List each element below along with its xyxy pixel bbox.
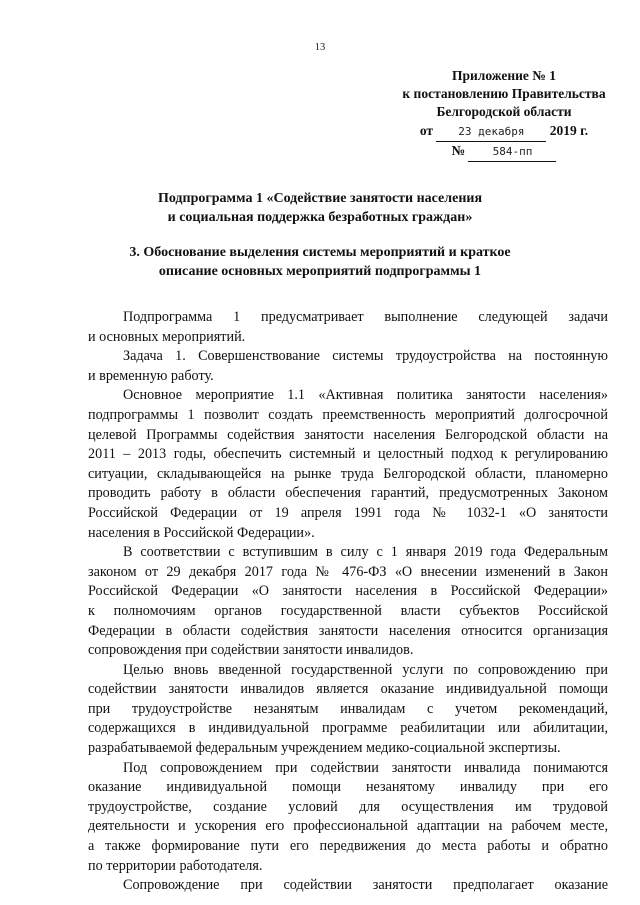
body-text bbox=[88, 308, 608, 896]
appendix-block bbox=[386, 67, 622, 162]
paragraph-line: трудоустройстве, создание условий для осуществления им трудовой bbox=[88, 798, 608, 815]
paragraph-line: и основных мероприятий. bbox=[88, 328, 246, 345]
section-title-line-2: описание основных мероприятий подпрограммы 1 bbox=[158, 263, 482, 279]
appendix-title: Приложение № 1 bbox=[452, 68, 556, 83]
appendix-line-3: Белгородской области bbox=[436, 104, 572, 120]
paragraph-line: содержащихся в индивидуальной программе реабилитации или абилитации, bbox=[88, 720, 608, 737]
paragraph bbox=[88, 308, 608, 347]
paragraph-line: деятельности и ускорения его профессиональной адаптации на рабочем месте, bbox=[88, 818, 608, 835]
paragraph-line: законом от 29 декабря 2017 года № 476-ФЗ «О внесении изменений в Закон bbox=[88, 563, 608, 580]
date-prefix: от bbox=[419, 122, 434, 138]
paragraph-line: подпрограммы 1 позволит создать преемственность мероприятий долгосрочной bbox=[88, 406, 608, 423]
subprogram-title bbox=[95, 190, 545, 227]
subprogram-title-line-1: Подпрограмма 1 «Содействие занятости населения bbox=[157, 191, 483, 206]
paragraph-line: Задача 1. Совершенствование системы трудоустройства на постоянную bbox=[123, 348, 608, 365]
paragraph-line: населения в Российской Федерации». bbox=[88, 524, 315, 541]
paragraph-line: содействии занятости инвалидов является оказание индивидуальной помощи bbox=[88, 681, 608, 698]
paragraph-line: сопровождения при содействии занятости инвалидов. bbox=[88, 642, 414, 659]
subprogram-title-line-2: и социальная поддержка безработных граждан» bbox=[167, 209, 473, 225]
paragraph-line: оказание индивидуальной помощи незанятому инвалиду при его bbox=[88, 779, 608, 796]
number-prefix: № bbox=[451, 142, 466, 158]
page-number: 13 bbox=[314, 42, 326, 53]
paragraph-line: по территории работодателя. bbox=[88, 857, 263, 874]
section-title bbox=[95, 244, 545, 281]
paragraph-line: разрабатываемой федеральным учреждением медико-социальной экспертизы. bbox=[88, 740, 561, 757]
paragraph-line: ситуации, складывающейся на рынке труда Белгородской области, планомерно bbox=[88, 465, 608, 482]
paragraph bbox=[88, 386, 608, 543]
paragraph-line: Федерации в области содействия занятости населения относится организация bbox=[88, 622, 608, 639]
paragraph bbox=[88, 661, 608, 759]
appendix-date-line bbox=[386, 122, 622, 142]
section-title-line-1: 3. Обоснование выделения системы мероприятий и краткое bbox=[129, 245, 511, 260]
paragraph bbox=[88, 347, 608, 386]
paragraph-line: Российской Федерации «О занятости населения в Российской Федерации» bbox=[88, 583, 608, 600]
paragraph-line: Под сопровождением при содействии занятости инвалида понимаются bbox=[123, 759, 608, 776]
paragraph-line: Целью вновь введенной государственной услуги по сопровождению при bbox=[123, 661, 608, 678]
paragraph-line: 2011 – 2013 годы, обеспечить системный и целостный подход к регулированию bbox=[88, 446, 608, 463]
paragraph-line: при трудоустройстве незанятым инвалидам с учетом рекомендаций, bbox=[88, 700, 608, 717]
paragraph bbox=[88, 876, 608, 896]
paragraph-line: к полномочиям органов государственной власти субъектов Российской bbox=[88, 602, 608, 619]
paragraph-line: Основное мероприятие 1.1 «Активная политика занятости населения» bbox=[123, 387, 608, 404]
paragraph-line: а также формирование пути его передвижения до места работы и обратно bbox=[88, 838, 608, 855]
paragraph-line: и временную работу. bbox=[88, 367, 214, 384]
appendix-number-line bbox=[386, 142, 622, 162]
paragraph bbox=[88, 759, 608, 877]
paragraph bbox=[88, 543, 608, 661]
number-value: 584-пп bbox=[468, 143, 556, 162]
paragraph-line: Подпрограмма 1 предусматривает выполнение следующей задачи bbox=[123, 309, 608, 325]
paragraph-line: целевой Программы содействия занятости населения Белгородской области на bbox=[88, 426, 608, 443]
paragraph-line: Российской Федерации от 19 апреля 1991 года № 1032-1 «О занятости bbox=[88, 504, 608, 521]
paragraph-line: В соответствии с вступившим в силу с 1 января 2019 года Федеральным bbox=[123, 544, 608, 561]
date-year: 2019 г. bbox=[549, 122, 589, 138]
paragraph-line: проводить работу в области обеспечения гарантий, предусмотренных Законом bbox=[88, 485, 608, 502]
appendix-line-2: к постановлению Правительства bbox=[402, 86, 606, 102]
date-value: 23 декабря bbox=[436, 123, 546, 142]
paragraph-line: Сопровождение при содействии занятости предполагает оказание bbox=[123, 877, 608, 894]
